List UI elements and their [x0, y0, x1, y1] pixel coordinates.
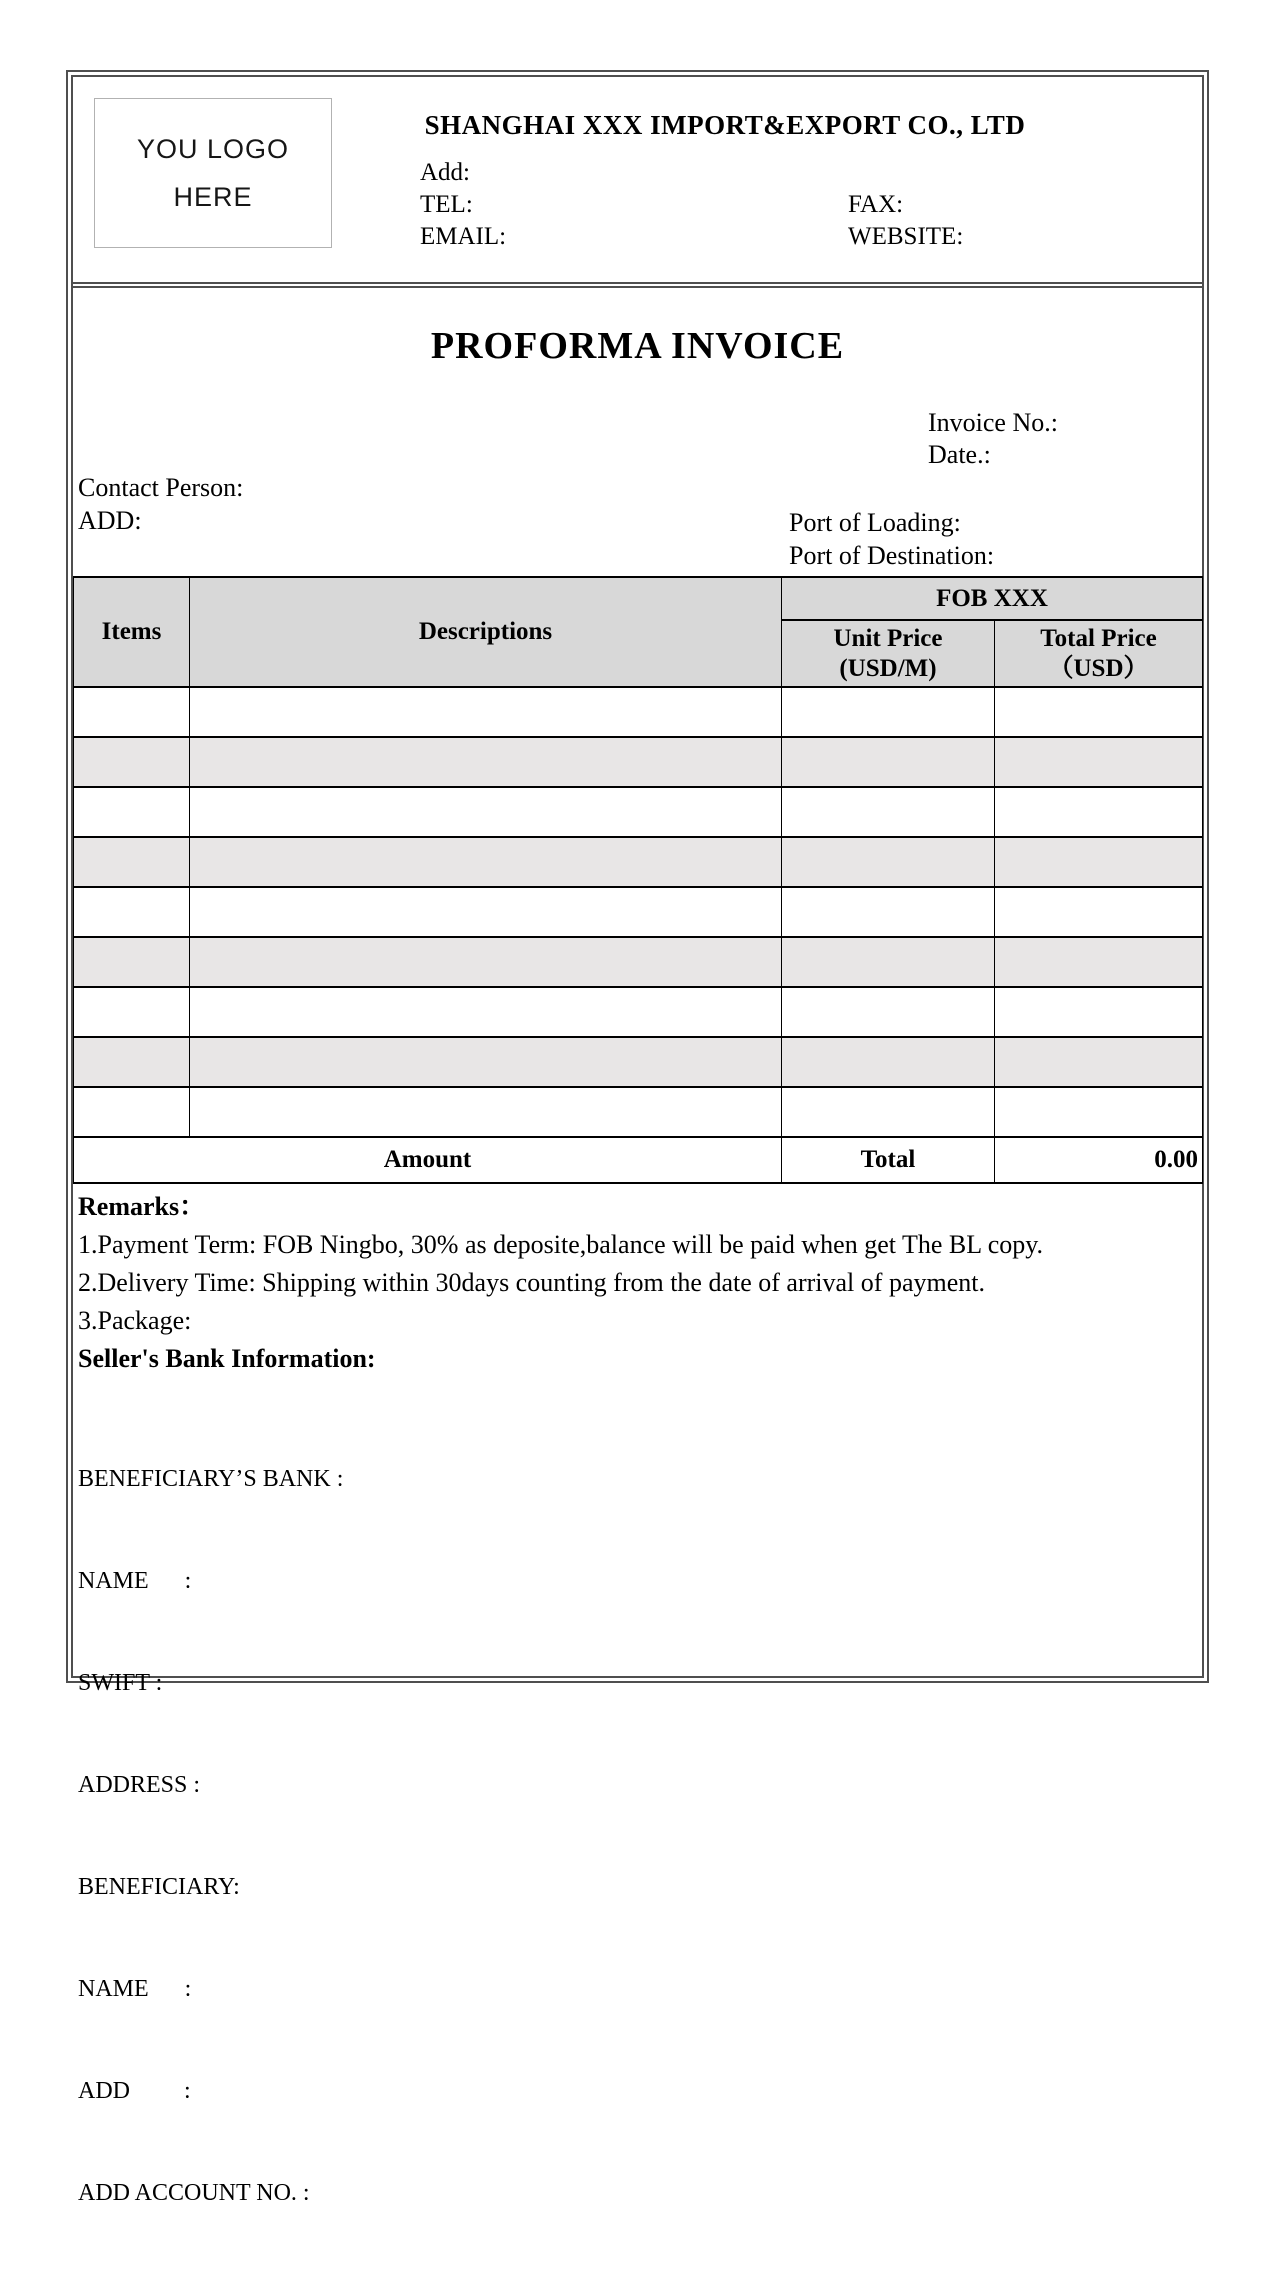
bank-line-account-no: ADD ACCOUNT NO. :	[78, 2180, 310, 2206]
port-of-destination-label: Port of Destination:	[789, 541, 995, 570]
total-price-cell	[995, 1037, 1203, 1087]
total-price-cell	[995, 687, 1203, 737]
unit-price-cell	[782, 987, 995, 1037]
proforma-invoice-page	[66, 70, 1209, 2206]
bank-line-swift: SWIFT :	[78, 1670, 163, 1696]
column-header-fob: FOB XXX	[782, 577, 1203, 620]
address-label: Add:	[420, 159, 470, 186]
total-price-cell	[995, 987, 1203, 1037]
table-row	[74, 1037, 1203, 1087]
page-title: PROFORMA INVOICE	[430, 325, 845, 367]
remark-line-payment-term: 1.Payment Term: FOB Ningbo, 30% as deposite,balance will be paid when get The BL copy.	[78, 1230, 1044, 1259]
remarks-heading: Remarks：	[78, 1192, 206, 1221]
item-cell	[74, 837, 190, 887]
item-cell	[74, 687, 190, 737]
column-header-total-price	[995, 620, 1203, 687]
item-cell	[74, 1087, 190, 1137]
total-label: Total	[782, 1137, 995, 1183]
total-price-line1: Total Price	[1040, 624, 1157, 652]
table-row	[74, 737, 1203, 787]
bank-line-address: ADDRESS :	[78, 1772, 201, 1798]
column-header-items: Items	[74, 577, 190, 687]
total-value: 0.00	[995, 1137, 1203, 1183]
items-table	[73, 576, 1203, 1184]
item-cell	[74, 937, 190, 987]
logo-text-line2: HERE	[173, 182, 253, 212]
website-label: WEBSITE:	[848, 223, 964, 250]
table-row	[74, 987, 1203, 1037]
company-header-section	[73, 77, 1202, 288]
description-cell	[190, 937, 782, 987]
column-header-unit-price	[782, 620, 995, 687]
table-row	[74, 887, 1203, 937]
logo-text-line1: YOU LOGO	[136, 134, 290, 164]
description-cell	[190, 787, 782, 837]
item-cell	[74, 887, 190, 937]
port-of-loading-label: Port of Loading:	[789, 508, 961, 537]
item-cell	[74, 737, 190, 787]
table-row	[74, 937, 1203, 987]
email-label: EMAIL:	[420, 223, 507, 250]
unit-price-cell	[782, 737, 995, 787]
unit-price-cell	[782, 937, 995, 987]
remark-line-delivery-time: 2.Delivery Time: Shipping within 30days counting from the date of arrival of payment.	[78, 1268, 985, 1297]
page-inner	[73, 77, 1202, 2206]
total-price-cell	[995, 937, 1203, 987]
description-cell	[190, 737, 782, 787]
amount-total-row	[74, 1137, 1203, 1183]
unit-price-line1: Unit Price	[833, 624, 943, 652]
total-price-cell	[995, 837, 1203, 887]
table-row	[74, 1087, 1203, 1137]
unit-price-cell	[782, 837, 995, 887]
bank-line-name-2: NAME :	[78, 1976, 192, 2002]
description-cell	[190, 687, 782, 737]
unit-price-cell	[782, 887, 995, 937]
total-price-line2: （USD）	[1048, 654, 1149, 682]
description-cell	[190, 837, 782, 887]
total-price-cell	[995, 787, 1203, 837]
company-name: SHANGHAI XXX IMPORT&EXPORT CO., LTD	[424, 110, 1026, 140]
unit-price-cell	[782, 787, 995, 837]
table-row	[74, 687, 1203, 737]
bank-information-section	[78, 1394, 343, 2278]
date-label: Date.:	[928, 440, 991, 469]
column-header-descriptions: Descriptions	[190, 577, 782, 687]
contact-person-label: Contact Person:	[78, 473, 244, 502]
unit-price-cell	[782, 1087, 995, 1137]
invoice-no-label: Invoice No.:	[928, 408, 1058, 437]
bank-line-add: ADD :	[78, 2078, 191, 2104]
item-cell	[74, 987, 190, 1037]
unit-price-cell	[782, 687, 995, 737]
bank-line-name: NAME :	[78, 1568, 192, 1594]
total-price-cell	[995, 737, 1203, 787]
total-price-cell	[995, 1087, 1203, 1137]
description-cell	[190, 1087, 782, 1137]
buyer-address-label: ADD:	[78, 506, 142, 535]
unit-price-cell	[782, 1037, 995, 1087]
description-cell	[190, 887, 782, 937]
seller-bank-heading: Seller's Bank Information:	[78, 1344, 376, 1373]
item-cell	[74, 1037, 190, 1087]
amount-label: Amount	[74, 1137, 782, 1183]
remarks-section	[78, 1188, 1043, 1378]
tel-label: TEL:	[420, 191, 473, 218]
description-cell	[190, 1037, 782, 1087]
bank-line-beneficiary: BENEFICIARY:	[78, 1874, 240, 1900]
fax-label: FAX:	[848, 191, 904, 218]
logo-placeholder	[94, 98, 332, 248]
remark-line-package: 3.Package:	[78, 1306, 192, 1335]
description-cell	[190, 987, 782, 1037]
table-row	[74, 837, 1203, 887]
unit-price-line2: (USD/M)	[839, 654, 937, 682]
total-price-cell	[995, 887, 1203, 937]
table-row	[74, 787, 1203, 837]
bank-line-beneficiary-bank: BENEFICIARY’S BANK :	[78, 1466, 344, 1492]
item-cell	[74, 787, 190, 837]
